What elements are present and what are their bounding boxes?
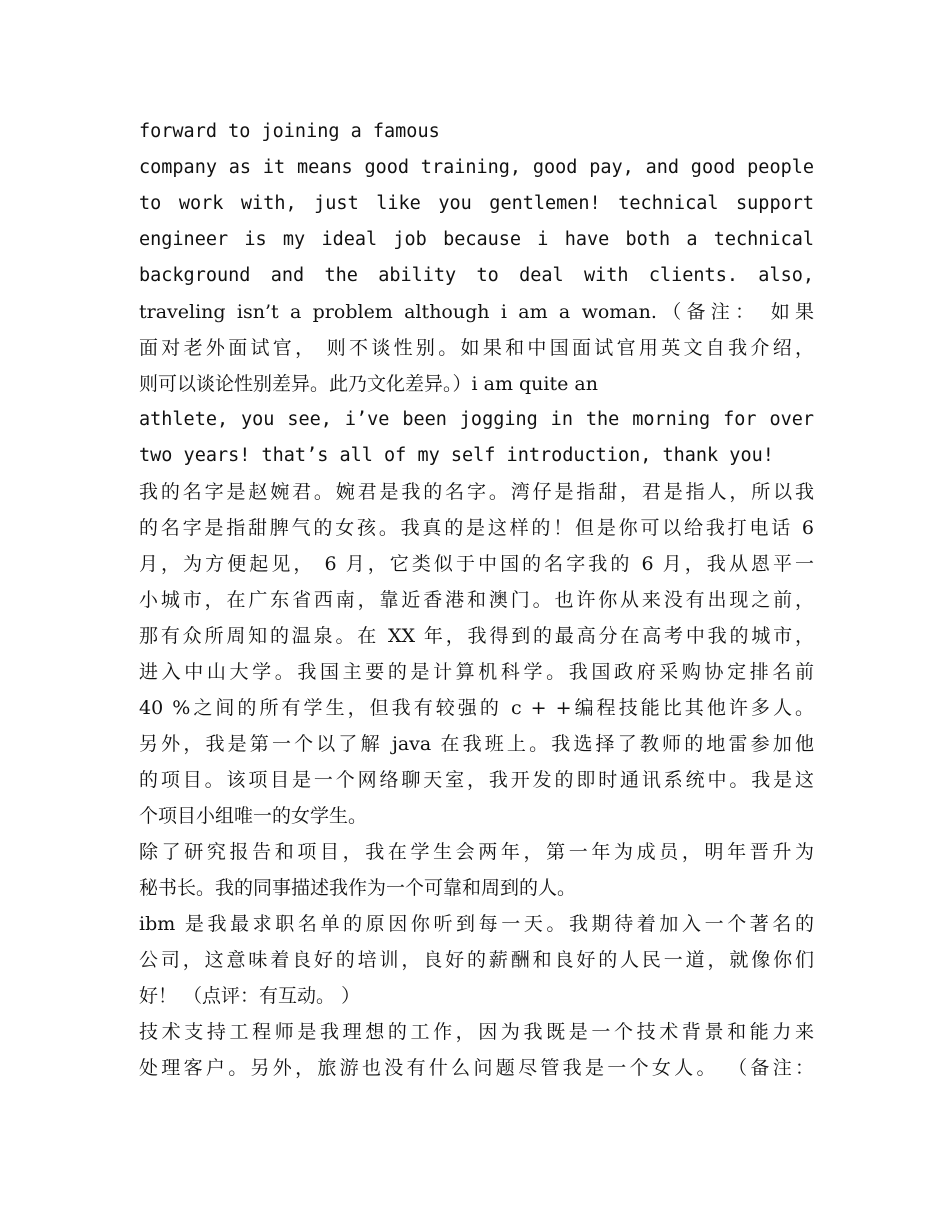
text-line: traveling isn’t a problem although i am a woman.（备注： 如果 (139, 301, 814, 323)
text-line: 月，为方便起见， 6 月，它类似于中国的名字我的 6 月，我从恩平一 (139, 553, 814, 575)
text-line: background and the ability to deal with clients. also, (139, 265, 814, 286)
text-line: forward to joining a famous (139, 121, 440, 142)
text-line: to work with, just like you gentlemen! technical support (139, 193, 814, 214)
text-line: 好！ （点评：有互动。 ） (139, 985, 361, 1007)
text-line: 那有众所周知的温泉。在 XX 年，我得到的最高分在高考中我的城市， (139, 625, 814, 647)
text-line: 秘书长。我的同事描述我作为一个可靠和周到的人。 (139, 877, 577, 899)
text-line: 小城市，在广东省西南，靠近香港和澳门。也许你从来没有出现之前， (139, 589, 814, 611)
document-body (139, 114, 814, 1086)
text-line: athlete, you see, i’ve been jogging in the morning for over (139, 409, 814, 430)
text-line: ibm 是我最求职名单的原因你听到每一天。我期待着加入一个著名的 (139, 913, 814, 935)
text-line: 的名字是指甜脾气的女孩。我真的是这样的！但是你可以给我打电话 6 (139, 517, 814, 539)
text-line: 进入中山大学。我国主要的是计算机科学。我国政府采购协定排名前 (139, 661, 814, 683)
text-line: 另外，我是第一个以了解 java 在我班上。我选择了教师的地雷参加他 (139, 733, 814, 755)
text-line: 技术支持工程师是我理想的工作，因为我既是一个技术背景和能力来 (139, 1021, 814, 1043)
text-line: company as it means good training, good pay, and good people (139, 157, 814, 178)
text-line: 40 %之间的所有学生，但我有较强的 c + +编程技能比其他许多人。 (139, 697, 814, 719)
text-line: 公司，这意味着良好的培训，良好的薪酬和良好的人民一道，就像你们 (139, 949, 814, 971)
text-line: two years! that’s all of my self introduction, thank you! (139, 445, 774, 466)
text-line: engineer is my ideal job because i have both a technical (139, 229, 814, 250)
text-line: 除了研究报告和项目，我在学生会两年，第一年为成员，明年晋升为 (139, 841, 814, 863)
text-line: 处理客户。另外，旅游也没有什么问题尽管我是一个女人。 （备注： (139, 1057, 814, 1079)
text-line: 的项目。该项目是一个网络聊天室，我开发的即时通讯系统中。我是这 (139, 769, 814, 791)
text-line: 我的名字是赵婉君。婉君是我的名字。湾仔是指甜，君是指人，所以我 (139, 481, 814, 503)
text-line: 则可以谈论性别差异。此乃文化差异。）i am quite an (139, 373, 598, 395)
text-line: 面对老外面试官， 则不谈性别。如果和中国面试官用英文自我介绍， (139, 337, 814, 359)
text-line: 个项目小组唯一的女学生。 (139, 805, 368, 827)
